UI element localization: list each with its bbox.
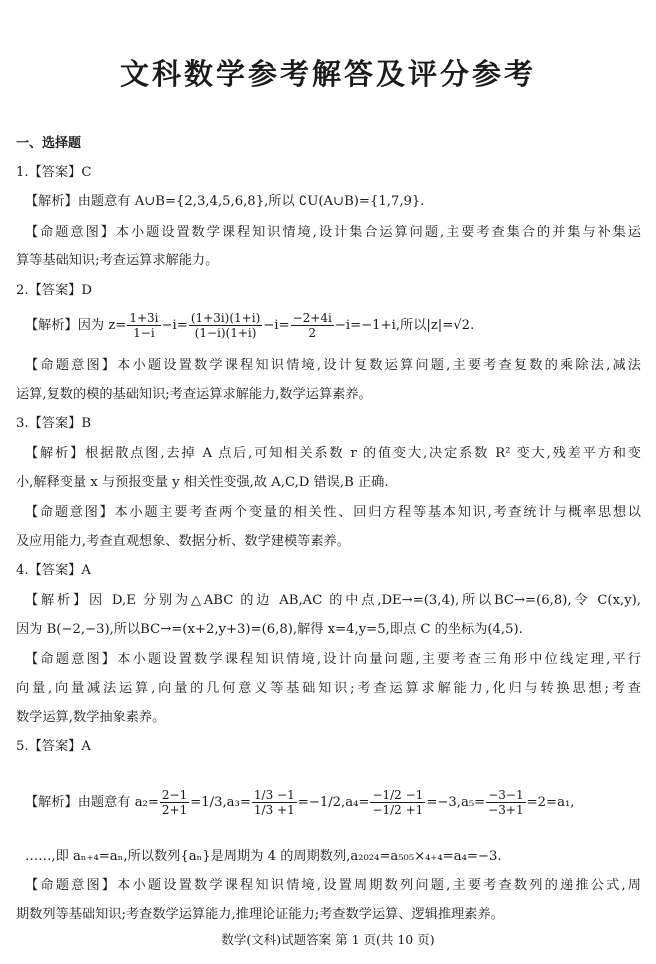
q5-fraction-a5: $\frac{-3-1}{-3+1}$ (488, 788, 524, 817)
q4-answer: 4.【答案】A (16, 563, 91, 578)
q4-intent-line1: 【命题意图】本小题设置数学课程知识情境,设计向量问题,主要考查三角形中位线定理,平行 (25, 652, 641, 667)
q1-intent-line1: 【命题意图】本小题设置数学课程知识情境,设计集合运算问题,主要考查集合的并集与补集运 (25, 225, 641, 240)
q5-analysis-line2: ……,即 aₙ₊₄=aₙ,所以数列{aₙ}是周期为 4 的周期数列,a₂₀₂₄=a₅₀₅×₄₊₄=a₄=−3. (25, 849, 502, 864)
q4-analysis-line2: 因为 B(−2,−3),所以BC→=(x+2,y+3)=(6,8),解得 x=4,y=5,即点 C 的坐标为(4,5). (16, 622, 523, 637)
q2-fraction-3: $\frac{-2+4i}{2}$ (292, 311, 332, 340)
q3-intent-line1: 【命题意图】本小题主要考查两个变量的相关性、回归方程等基本知识,考查统计与概率思想以 (25, 505, 641, 520)
q1-answer: 1.【答案】C (16, 165, 92, 180)
q5-fraction-a2: $\frac{2-1}{2+1}$ (161, 788, 188, 817)
q5-intent-line1: 【命题意图】本小题设置数学课程知识情境,设置周期数列问题,主要考查数列的递推公式,周 (25, 878, 641, 893)
q5-fraction-a4: $\frac{-1/2 -1}{-1/2 +1}$ (372, 788, 424, 817)
q3-intent-line2: 及应用能力,考查直观想象、数据分析、数学建模等素养。 (16, 534, 350, 549)
page-title: 文科数学参考解答及评分参考 (119, 57, 536, 91)
q2-answer: 2.【答案】D (16, 283, 92, 298)
section-heading: 一、选择题 (16, 136, 82, 151)
q3-analysis-line1: 【解析】根据散点图,去掉 A 点后,可知相关系数 r 的值变大,决定系数 R² 变大,残差平方和变 (25, 446, 641, 461)
page-footer: 数学(文科)试题答案 第 1 页(共 10 页) (221, 932, 435, 947)
q3-answer: 3.【答案】B (16, 416, 92, 431)
q2-fraction-1: $\frac{1+3i}{1-i}$ (129, 311, 159, 340)
q5-answer: 5.【答案】A (16, 739, 91, 754)
q5-intent-line2: 期数列等基础知识;考查数学运算能力,推理论证能力;考查数学运算、逻辑推理素养。 (16, 907, 504, 922)
q2-intent-line2: 运算,复数的模的基础知识;考查运算求解能力,数学运算素养。 (16, 387, 372, 402)
q2-intent-line1: 【命题意图】本小题设置数学课程知识情境,设计复数运算问题,主要考查复数的乘除法,减法 (25, 358, 641, 373)
q2-fraction-2: $\frac{(1+3i)(1+i)}{(1-i)(1+i)}$ (190, 311, 261, 340)
q3-analysis-line2: 小,解释变量 x 与预报变量 y 相关性变强,故 A,C,D 错误,B 正确. (16, 475, 389, 490)
q2-analysis: 【解析】因为 z= $\frac{1+3i}{1-i}$ −i= $\frac{(1+3i)(1+i)}{(1-i)(1+i)}$ −i= $\frac{-2+4i}{2}$ −i=−1+i,所以|z|=√2. (25, 311, 475, 340)
q4-intent-line2: 向量,向量减法运算,向量的几何意义等基础知识;考查运算求解能力,化归与转换思想;考查 (16, 681, 641, 696)
q1-intent-line2: 算等基础知识;考查运算求解能力。 (16, 253, 219, 268)
q5-fraction-a3: $\frac{1/3 -1}{1/3 +1}$ (253, 788, 295, 817)
q1-analysis: 【解析】由题意有 A∪B={2,3,4,5,6,8},所以 ∁U(A∪B)={1,7,9}. (25, 194, 425, 209)
q4-intent-line3: 数学运算,数学抽象素养。 (16, 710, 166, 725)
q5-analysis-line1: 【解析】由题意有 a₂= $\frac{2-1}{2+1}$ =1/3,a₃= $\frac{1/3 -1}{1/3 +1}$ =−1/2,a₄= $\frac{-1/2 -1}{-1/2 +1}$ =−3,a₅= $\frac{-3-1}{-3+1}$ =2=a₁, (25, 788, 575, 817)
q4-analysis-line1: 【解析】因 D,E 分别为△ABC 的边 AB,AC 的中点,DE→=(3,4),所以BC→=(6,8),令 C(x,y), (25, 593, 641, 608)
